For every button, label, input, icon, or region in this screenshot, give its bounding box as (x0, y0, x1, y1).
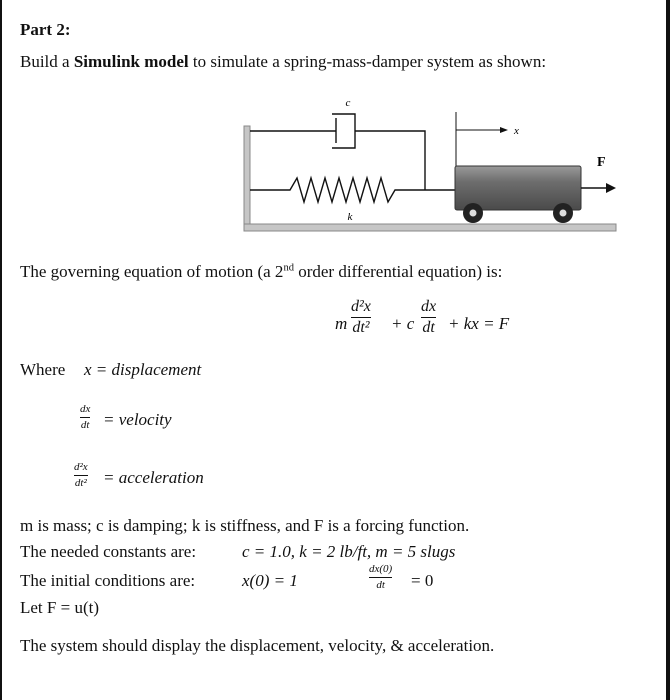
initial-derivative-fraction (369, 564, 392, 591)
initial-label: The initial conditions are: (20, 571, 196, 590)
part-title: Part 2: (20, 20, 71, 39)
equation-plus-c: + c (391, 314, 415, 333)
fraction-bar (421, 317, 436, 318)
initial-derivative-eq: = 0 (411, 571, 434, 590)
fraction-bar (369, 577, 392, 578)
notes-line1: m is mass; c is damping; k is stiffness, and F is a forcing function. (20, 516, 470, 535)
fraction-bar (351, 317, 371, 318)
fraction-bar (74, 475, 88, 476)
constants-label: The needed constants are: (20, 542, 197, 561)
cart-wheel-right (553, 203, 573, 223)
acceleration-num: d²x (74, 461, 88, 473)
initial-derivative-den: dt (376, 579, 385, 591)
where-label: Where (20, 360, 66, 379)
damper (250, 114, 425, 190)
velocity-def: = velocity (103, 410, 172, 429)
equation-term2-num: dx (421, 298, 437, 315)
spring (250, 178, 455, 202)
equation-term1 (351, 299, 371, 336)
damper-label: c (345, 97, 351, 109)
velocity-num: dx (80, 403, 91, 415)
cart-wheel-left (463, 203, 483, 223)
wall (244, 126, 250, 230)
constants-value: c = 1.0, k = 2 lb/ft, m = 5 slugs (242, 542, 456, 561)
governing-after: order differential equation) is: (293, 262, 503, 281)
display-requirement: The system should display the displacement, velocity, & acceleration. (20, 636, 495, 655)
equation-term1-num: d²x (351, 298, 371, 315)
initial-derivative-num: dx(0) (369, 563, 393, 575)
initial-x: x(0) = 1 (242, 571, 298, 590)
force-label: F (597, 155, 606, 170)
spring-mass-damper-diagram (0, 0, 670, 260)
acceleration-def: = acceleration (103, 468, 204, 487)
acceleration-fraction (74, 462, 88, 489)
where-x-def: x = displacement (84, 360, 202, 379)
equation-term2 (421, 299, 436, 336)
fraction-bar (80, 417, 90, 418)
displacement-label: x (514, 125, 519, 137)
let-f: Let F = u(t) (20, 598, 99, 617)
displacement-arrowhead (500, 127, 508, 133)
floor (244, 224, 616, 231)
intro-after: to simulate a spring-mass-damper system as shown: (188, 52, 547, 71)
governing-before: The governing equation of motion (a 2 (20, 262, 284, 281)
equation-term2-den: dt (422, 319, 435, 336)
velocity-den: dt (80, 419, 90, 431)
intro-bold: Simulink model (73, 52, 189, 71)
velocity-fraction (80, 404, 90, 431)
governing-text (20, 262, 502, 282)
equation-rest: + kx = F (448, 314, 510, 333)
governing-sup: nd (283, 262, 294, 274)
acceleration-den: dt² (74, 477, 87, 489)
equation-term1-den: dt² (352, 319, 370, 336)
intro-before: Build a (20, 52, 74, 71)
force-arrowhead (606, 183, 616, 193)
spring-label: k (347, 211, 353, 223)
equation-m: m (335, 314, 348, 333)
